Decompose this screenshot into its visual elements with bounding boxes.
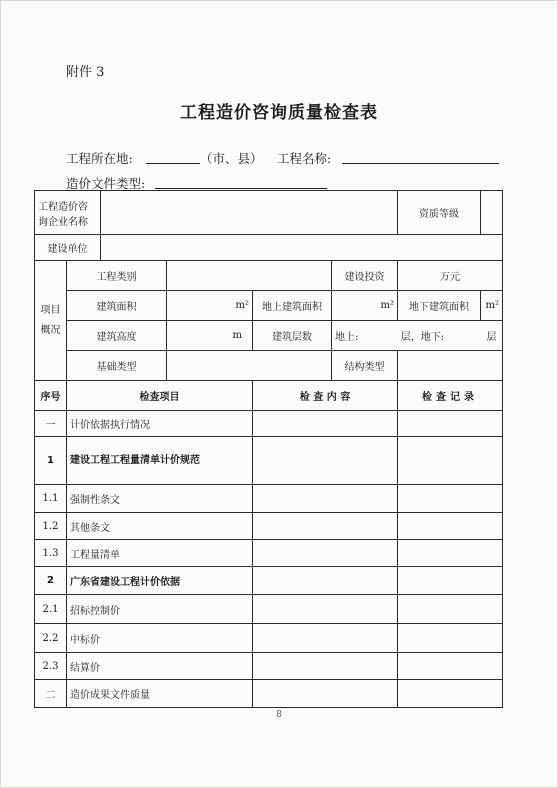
table-row [35, 595, 503, 624]
structure-value-cell[interactable] [398, 351, 503, 381]
location-field[interactable] [146, 163, 200, 164]
row-item: 计价依据执行情况 [67, 411, 253, 437]
underground-area-label: 地下建筑面积 [409, 302, 469, 313]
underground-area-label-cell [398, 291, 481, 321]
col-record-header [398, 381, 503, 411]
above-ground-area-label: 地上建筑面积 [262, 302, 322, 313]
underground-area-unit: m² [485, 300, 499, 311]
page-number: 8 [276, 710, 282, 720]
underground-area-value-cell[interactable] [481, 291, 503, 321]
row-content-cell[interactable] [253, 653, 398, 680]
height-value-cell[interactable] [167, 321, 253, 351]
col-no-label: 序号 [40, 392, 61, 403]
row-item: 中标价 [67, 624, 253, 653]
floors-value-cell[interactable] [332, 321, 503, 351]
above-floors-label: 地上: [335, 332, 359, 343]
table-row [35, 567, 503, 595]
qualification-label-cell [398, 191, 481, 235]
row-content-cell[interactable] [253, 437, 398, 485]
row-record-cell[interactable] [398, 513, 503, 540]
row-content-cell[interactable] [253, 624, 398, 653]
project-name-field[interactable] [342, 163, 499, 164]
row-no: 二 [35, 680, 67, 708]
row-no: 1 [35, 437, 67, 485]
floors-mid-label: 层，地下: [400, 332, 445, 343]
overview-label-cell [35, 261, 67, 381]
foundation-value-cell[interactable] [167, 351, 332, 381]
building-area-label: 建筑面积 [96, 302, 137, 313]
project-type-label: 工程类别 [96, 272, 137, 283]
row-item: 其他条文 [67, 513, 253, 540]
attachment-label: 附件 3 [66, 65, 105, 80]
overview-label: 项目概况 [40, 304, 61, 336]
foundation-label: 基础类型 [96, 362, 137, 373]
height-label-cell [67, 321, 167, 351]
row-content-cell[interactable] [253, 567, 398, 595]
table-row [35, 485, 503, 513]
building-area-unit: m² [235, 300, 249, 311]
building-area-value-cell[interactable] [167, 291, 253, 321]
row-content-cell[interactable] [253, 485, 398, 513]
floors-label: 建筑层数 [272, 332, 312, 343]
investment-label-cell [332, 261, 398, 291]
table-row [35, 624, 503, 653]
col-record-label: 检查记录 [422, 392, 478, 403]
location-suffix: （市、县） [200, 151, 263, 166]
row-item: 结算价 [67, 653, 253, 680]
row-record-cell[interactable] [398, 680, 503, 708]
row-no: 2.1 [35, 595, 67, 624]
investment-label: 建设投资 [344, 272, 385, 283]
table-row [35, 513, 503, 540]
row-no: 2.3 [35, 653, 67, 680]
project-name-label: 工程名称: [277, 151, 332, 166]
row-record-cell[interactable] [398, 411, 503, 437]
table-row [35, 411, 503, 437]
above-area-label-cell [253, 291, 332, 321]
col-item-header [67, 381, 253, 411]
above-area-unit: m² [380, 300, 394, 311]
floors-label-cell [253, 321, 332, 351]
above-area-value-cell[interactable] [332, 291, 398, 321]
row-content-cell[interactable] [253, 540, 398, 567]
project-type-label-cell [67, 261, 167, 291]
foundation-label-cell [67, 351, 167, 381]
table-row [35, 680, 503, 708]
row-item: 工程量清单 [67, 540, 253, 567]
height-unit: m [232, 330, 242, 341]
structure-label: 结构类型 [344, 362, 385, 373]
row-content-cell[interactable] [253, 680, 398, 708]
row-no: 2 [35, 567, 67, 595]
builder-label-cell [35, 235, 101, 261]
row-no: 1.1 [35, 485, 67, 513]
col-no-header [35, 381, 67, 411]
row-no: 1.2 [35, 513, 67, 540]
builder-value-cell[interactable] [101, 235, 503, 261]
row-record-cell[interactable] [398, 540, 503, 567]
row-item: 广东省建设工程计价依据 [67, 567, 253, 595]
row-item: 建设工程工程量清单计价规范 [67, 437, 253, 485]
row-content-cell[interactable] [253, 513, 398, 540]
table-row [35, 540, 503, 567]
company-value-cell[interactable] [101, 191, 398, 235]
investment-unit: 万元 [440, 272, 460, 283]
floors-unit: 层 [486, 332, 497, 343]
table-row [35, 437, 503, 485]
row-record-cell[interactable] [398, 624, 503, 653]
row-record-cell[interactable] [398, 653, 503, 680]
col-item-label: 检查项目 [139, 392, 180, 403]
col-content-header [253, 381, 398, 411]
row-item: 造价成果文件质量 [67, 680, 253, 708]
qualification-value-cell[interactable] [481, 191, 503, 235]
location-label: 工程所在地: [66, 151, 133, 166]
row-record-cell[interactable] [398, 437, 503, 485]
col-content-label: 检 查 内 容 [299, 392, 351, 403]
row-record-cell[interactable] [398, 567, 503, 595]
company-label-cell [35, 191, 101, 235]
height-label: 建筑高度 [96, 332, 137, 343]
row-record-cell[interactable] [398, 485, 503, 513]
project-type-value-cell[interactable] [167, 261, 332, 291]
structure-label-cell [332, 351, 398, 381]
qualification-label: 资质等级 [419, 209, 459, 220]
row-item: 招标控制价 [67, 595, 253, 624]
row-no: 2.2 [35, 624, 67, 653]
row-no: 一 [35, 411, 67, 437]
table-row [35, 653, 503, 680]
page-title: 工程造价咨询质量检查表 [180, 103, 378, 123]
row-item: 强制性条文 [67, 485, 253, 513]
building-area-label-cell [67, 291, 167, 321]
row-content-cell[interactable] [253, 411, 398, 437]
row-no: 1.3 [35, 540, 67, 567]
investment-value-cell[interactable] [398, 261, 503, 291]
inspection-table [34, 190, 503, 708]
doc-type-field[interactable] [155, 188, 327, 189]
row-record-cell[interactable] [398, 595, 503, 624]
builder-label: 建设单位 [47, 244, 88, 255]
row-content-cell[interactable] [253, 595, 398, 624]
company-label: 工程造价咨询企业名称 [38, 201, 88, 228]
doc-type-label: 造价文件类型: [66, 176, 146, 191]
